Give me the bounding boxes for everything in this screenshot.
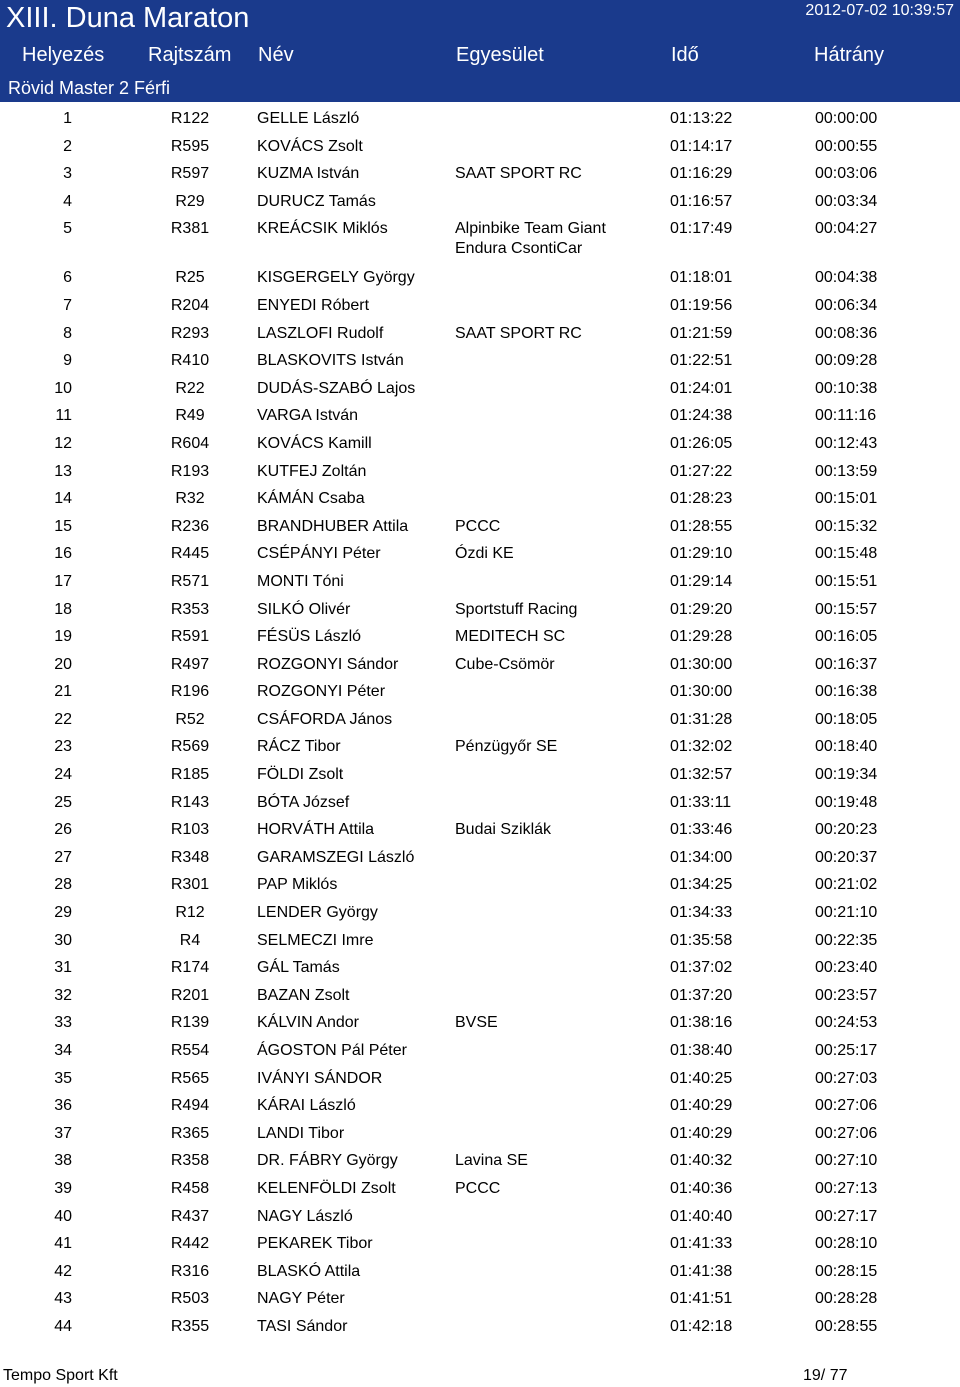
page-number: 19/ 77 — [803, 1367, 848, 1384]
name-cell: HORVÁTH Attila — [257, 821, 375, 839]
bib-cell: R458 — [170, 1179, 210, 1197]
bib-cell: R12 — [175, 904, 205, 922]
gap-cell: 00:16:37 — [815, 655, 878, 673]
position-cell: 21 — [54, 683, 72, 701]
time-cell: 01:37:20 — [670, 986, 733, 1004]
gap-cell: 00:27:10 — [815, 1152, 878, 1170]
time-cell: 01:40:32 — [670, 1152, 733, 1170]
column-header-gap: Hátrány — [814, 44, 885, 66]
gap-cell: 00:27:17 — [815, 1207, 878, 1225]
time-cell: 01:26:05 — [670, 434, 733, 452]
bib-cell: R139 — [170, 1014, 210, 1032]
name-cell: KISGERGELY György — [257, 269, 415, 287]
club-cell: SAAT SPORT RC — [455, 324, 582, 342]
time-cell: 01:19:56 — [670, 296, 733, 314]
name-cell: FÖLDI Zsolt — [257, 766, 344, 784]
gap-cell: 00:27:06 — [815, 1124, 878, 1142]
time-cell: 01:13:22 — [670, 110, 733, 127]
club-cell: SAAT SPORT RC — [455, 165, 582, 183]
gap-cell: 00:23:40 — [815, 959, 878, 977]
table-row — [0, 346, 960, 374]
name-cell: IVÁNYI SÁNDOR — [257, 1069, 383, 1087]
gap-cell: 00:10:38 — [815, 379, 878, 397]
name-cell: KUZMA István — [257, 165, 360, 183]
bib-cell: R236 — [170, 517, 210, 535]
column-header-name: Név — [258, 44, 294, 66]
name-cell: ENYEDI Róbert — [257, 296, 370, 314]
position-cell: 12 — [54, 434, 72, 452]
time-cell: 01:30:00 — [670, 683, 733, 701]
table-row — [0, 1202, 960, 1230]
gap-cell: 00:03:34 — [815, 192, 878, 210]
position-cell: 38 — [54, 1152, 72, 1170]
footer — [0, 1366, 960, 1387]
club-cell: Sportstuff Racing — [455, 600, 578, 618]
name-cell: BÓTA József — [257, 793, 350, 811]
bib-cell: R143 — [170, 793, 210, 811]
bib-cell: R494 — [170, 1097, 210, 1115]
gap-cell: 00:28:10 — [815, 1235, 878, 1253]
gap-cell: 00:00:55 — [815, 137, 878, 155]
table-row — [0, 981, 960, 1009]
time-cell: 01:35:58 — [670, 931, 733, 949]
time-cell: 01:37:02 — [670, 959, 733, 977]
name-cell: KÁMÁN Csaba — [257, 490, 365, 508]
position-cell: 2 — [63, 137, 72, 155]
name-cell: RÁCZ Tibor — [257, 738, 341, 756]
position-cell: 39 — [54, 1179, 72, 1197]
position-cell: 41 — [54, 1235, 72, 1253]
time-cell: 01:41:38 — [670, 1262, 733, 1280]
table-row — [0, 484, 960, 512]
gap-cell: 00:08:36 — [815, 324, 878, 342]
gap-cell: 00:21:10 — [815, 904, 878, 922]
name-cell: KELENFÖLDI Zsolt — [257, 1179, 396, 1197]
table-row — [0, 159, 960, 187]
gap-cell: 00:16:05 — [815, 628, 878, 646]
position-cell: 27 — [54, 848, 72, 866]
name-cell: MONTI Tóni — [257, 572, 344, 590]
bib-cell: R122 — [170, 110, 210, 127]
gap-cell: 00:15:01 — [815, 490, 878, 508]
time-cell: 01:33:46 — [670, 821, 733, 839]
gap-cell: 00:03:06 — [815, 165, 878, 183]
name-cell: GARAMSZEGI László — [257, 848, 415, 866]
club-cell: MEDITECH SC — [455, 628, 566, 646]
gap-cell: 00:23:57 — [815, 986, 878, 1004]
time-cell: 01:33:11 — [670, 793, 732, 811]
gap-cell: 00:18:05 — [815, 710, 878, 728]
gap-cell: 00:27:06 — [815, 1097, 878, 1115]
name-cell: TASI Sándor — [257, 1317, 348, 1335]
name-cell: SELMECZI Imre — [257, 931, 374, 949]
time-cell: 01:32:02 — [670, 738, 733, 756]
time-cell: 01:40:36 — [670, 1179, 733, 1197]
bib-cell: R355 — [170, 1317, 210, 1335]
time-cell: 01:16:57 — [670, 192, 733, 210]
table-row — [0, 214, 960, 263]
gap-cell: 00:13:59 — [815, 462, 878, 480]
gap-cell: 00:20:37 — [815, 848, 878, 866]
time-cell: 01:38:40 — [670, 1042, 733, 1059]
position-cell: 44 — [54, 1317, 72, 1335]
gap-cell: 00:06:34 — [815, 296, 878, 314]
bib-cell: R365 — [170, 1124, 210, 1142]
table-row — [0, 374, 960, 402]
time-cell: 01:40:29 — [670, 1097, 733, 1115]
name-cell: BRANDHUBER Attila — [257, 517, 409, 535]
gap-cell: 00:19:34 — [815, 766, 878, 784]
table-row — [0, 263, 960, 291]
gap-cell: 00:25:17 — [815, 1042, 878, 1059]
table-row — [0, 650, 960, 678]
position-cell: 5 — [63, 220, 72, 238]
name-cell: LANDI Tibor — [257, 1124, 345, 1142]
position-cell: 11 — [55, 407, 72, 425]
position-cell: 9 — [63, 352, 72, 370]
time-cell: 01:22:51 — [670, 352, 733, 370]
column-headers — [0, 40, 960, 70]
name-cell: GELLE László — [257, 110, 360, 127]
table-row — [0, 1064, 960, 1092]
table-row — [0, 539, 960, 567]
time-cell: 01:24:01 — [670, 379, 733, 397]
gap-cell: 00:15:48 — [815, 545, 878, 563]
gap-cell: 00:20:23 — [815, 821, 878, 839]
gap-cell: 00:19:48 — [815, 793, 878, 811]
bib-cell: R445 — [170, 545, 210, 563]
table-row — [0, 953, 960, 981]
bib-cell: R52 — [175, 710, 205, 728]
club-cell: Cube-Csömör — [455, 655, 555, 673]
table-row — [0, 291, 960, 319]
name-cell: DURUCZ Tamás — [257, 192, 376, 210]
table-row — [0, 815, 960, 843]
club-cell: Ózdi KE — [455, 545, 514, 563]
table-row — [0, 1229, 960, 1257]
bib-cell: R185 — [170, 766, 210, 784]
bib-cell: R442 — [170, 1235, 210, 1253]
table-row — [0, 843, 960, 871]
time-cell: 01:14:17 — [670, 137, 733, 155]
time-cell: 01:34:33 — [670, 904, 733, 922]
bib-cell: R381 — [170, 220, 210, 238]
gap-cell: 00:09:28 — [815, 352, 878, 370]
club-cell: BVSE — [455, 1014, 498, 1032]
time-cell: 01:29:10 — [670, 545, 733, 563]
bib-cell: R204 — [170, 296, 210, 314]
name-cell: ROZGONYI Sándor — [257, 655, 399, 673]
time-cell: 01:16:29 — [670, 165, 733, 183]
name-cell: BAZAN Zsolt — [257, 986, 350, 1004]
table-row — [0, 622, 960, 650]
name-cell: BLASKOVITS István — [257, 352, 404, 370]
document-title: XIII. Duna Maraton — [6, 2, 250, 34]
time-cell: 01:29:28 — [670, 628, 733, 646]
bib-cell: R25 — [175, 269, 205, 287]
bib-cell: R29 — [175, 192, 205, 210]
table-row — [0, 760, 960, 788]
bib-cell: R316 — [170, 1262, 210, 1280]
table-row — [0, 567, 960, 595]
name-cell: BLASKÓ Attila — [257, 1262, 361, 1280]
time-cell: 01:38:16 — [670, 1014, 733, 1032]
name-cell: KOVÁCS Zsolt — [257, 137, 363, 155]
table-row — [0, 457, 960, 485]
name-cell: VARGA István — [257, 407, 359, 425]
club-cell: Alpinbike Team Giant Endura CsontiCar — [455, 220, 606, 258]
position-cell: 29 — [54, 904, 72, 922]
position-cell: 24 — [54, 766, 72, 784]
bib-cell: R565 — [170, 1069, 210, 1087]
table-row — [0, 401, 960, 429]
table-row — [0, 732, 960, 760]
position-cell: 3 — [63, 165, 72, 183]
time-cell: 01:28:23 — [670, 490, 733, 508]
table-row — [0, 132, 960, 160]
bib-cell: R348 — [170, 848, 210, 866]
bib-cell: R503 — [170, 1290, 210, 1308]
column-header-club: Egyesület — [456, 44, 544, 66]
position-cell: 13 — [54, 462, 72, 480]
bib-cell: R32 — [175, 490, 205, 508]
table-row — [0, 677, 960, 705]
bib-cell: R571 — [170, 572, 210, 590]
position-cell: 30 — [54, 931, 72, 949]
column-header-time: Idő — [671, 44, 699, 66]
position-cell: 8 — [63, 324, 72, 342]
time-cell: 01:40:29 — [670, 1124, 733, 1142]
bib-cell: R4 — [179, 931, 201, 949]
time-cell: 01:29:14 — [670, 572, 733, 590]
table-row — [0, 788, 960, 816]
table-row — [0, 1312, 960, 1340]
time-cell: 01:41:33 — [670, 1235, 733, 1253]
bib-cell: R597 — [170, 165, 210, 183]
position-cell: 26 — [54, 821, 72, 839]
gap-cell: 00:27:13 — [815, 1179, 878, 1197]
bib-cell: R201 — [170, 986, 210, 1004]
table-row — [0, 1284, 960, 1312]
name-cell: GÁL Tamás — [257, 959, 340, 977]
name-cell: ÁGOSTON Pál Péter — [257, 1042, 407, 1059]
name-cell: ROZGONYI Péter — [257, 683, 386, 701]
bib-cell: R353 — [170, 600, 210, 618]
table-row — [0, 705, 960, 733]
club-cell: Budai Sziklák — [455, 821, 552, 839]
time-cell: 01:30:00 — [670, 655, 733, 673]
time-cell: 01:40:25 — [670, 1069, 733, 1087]
gap-cell: 00:18:40 — [815, 738, 878, 756]
position-cell: 34 — [54, 1042, 72, 1059]
bib-cell: R293 — [170, 324, 210, 342]
time-cell: 01:42:18 — [670, 1317, 733, 1335]
gap-cell: 00:28:28 — [815, 1290, 878, 1308]
position-cell: 31 — [54, 959, 72, 977]
table-row — [0, 104, 960, 132]
bib-cell: R358 — [170, 1152, 210, 1170]
position-cell: 43 — [54, 1290, 72, 1308]
bib-cell: R437 — [170, 1207, 210, 1225]
position-cell: 17 — [54, 572, 72, 590]
table-row — [0, 1174, 960, 1202]
position-cell: 1 — [63, 110, 72, 127]
column-header-position: Helyezés — [22, 44, 105, 66]
gap-cell: 00:16:38 — [815, 683, 878, 701]
results-table — [0, 104, 960, 1340]
gap-cell: 00:04:38 — [815, 269, 878, 287]
gap-cell: 00:28:55 — [815, 1317, 878, 1335]
position-cell: 25 — [54, 793, 72, 811]
time-cell: 01:24:38 — [670, 407, 733, 425]
time-cell: 01:34:00 — [670, 848, 733, 866]
position-cell: 19 — [54, 628, 72, 646]
gap-cell: 00:15:57 — [815, 600, 878, 618]
gap-cell: 00:11:16 — [815, 407, 877, 425]
name-cell: CSÉPÁNYI Péter — [257, 545, 381, 563]
name-cell: KOVÁCS Kamill — [257, 434, 372, 452]
name-cell: KREÁCSIK Miklós — [257, 220, 388, 238]
bib-cell: R591 — [170, 628, 210, 646]
name-cell: LENDER György — [257, 904, 378, 922]
table-row — [0, 187, 960, 215]
table-row — [0, 926, 960, 954]
table-row — [0, 1119, 960, 1147]
table-row — [0, 1091, 960, 1119]
position-cell: 35 — [54, 1069, 72, 1087]
name-cell: DUDÁS-SZABÓ Lajos — [257, 379, 416, 397]
bib-cell: R604 — [170, 434, 210, 452]
position-cell: 18 — [54, 600, 72, 618]
header-bar — [0, 0, 960, 102]
time-cell: 01:41:51 — [670, 1290, 733, 1308]
time-cell: 01:27:22 — [670, 462, 733, 480]
column-header-bib: Rajtszám — [148, 44, 232, 66]
bib-cell: R22 — [175, 379, 205, 397]
club-cell: PCCC — [455, 517, 501, 535]
time-cell: 01:34:25 — [670, 876, 733, 894]
timestamp: 2012-07-02 10:39:57 — [805, 2, 954, 19]
bib-cell: R497 — [170, 655, 210, 673]
club-cell: Pénzügyőr SE — [455, 738, 558, 756]
position-cell: 32 — [54, 986, 72, 1004]
name-cell: LASZLOFI Rudolf — [257, 324, 384, 342]
position-cell: 20 — [54, 655, 72, 673]
gap-cell: 00:00:00 — [815, 110, 878, 127]
name-cell: NAGY László — [257, 1207, 353, 1225]
table-row — [0, 1146, 960, 1174]
position-cell: 14 — [54, 490, 72, 508]
position-cell: 37 — [54, 1124, 72, 1142]
table-row — [0, 512, 960, 540]
time-cell: 01:28:55 — [670, 517, 733, 535]
category-label: Rövid Master 2 Férfi — [8, 78, 171, 98]
gap-cell: 00:22:35 — [815, 931, 878, 949]
bib-cell: R554 — [170, 1042, 210, 1059]
bib-cell: R174 — [170, 959, 210, 977]
position-cell: 7 — [63, 296, 72, 314]
bib-cell: R569 — [170, 738, 210, 756]
position-cell: 15 — [54, 517, 72, 535]
name-cell: KÁLVIN Andor — [257, 1014, 359, 1032]
table-row — [0, 429, 960, 457]
position-cell: 42 — [54, 1262, 72, 1280]
position-cell: 28 — [54, 876, 72, 894]
gap-cell: 00:27:03 — [815, 1069, 878, 1087]
time-cell: 01:31:28 — [670, 710, 733, 728]
position-cell: 4 — [63, 192, 72, 210]
name-cell: FÉSÜS László — [257, 628, 362, 646]
club-cell: PCCC — [455, 1179, 501, 1197]
gap-cell: 00:15:32 — [815, 517, 878, 535]
bib-cell: R49 — [175, 407, 205, 425]
time-cell: 01:29:20 — [670, 600, 733, 618]
name-cell: CSÁFORDA János — [257, 710, 393, 728]
bib-cell: R595 — [170, 137, 210, 155]
time-cell: 01:40:40 — [670, 1207, 733, 1225]
gap-cell: 00:24:53 — [815, 1014, 878, 1032]
position-cell: 10 — [54, 379, 72, 397]
table-row — [0, 1008, 960, 1036]
position-cell: 40 — [54, 1207, 72, 1225]
name-cell: DR. FÁBRY György — [257, 1152, 398, 1170]
table-row — [0, 595, 960, 623]
gap-cell: 00:12:43 — [815, 434, 878, 452]
bib-cell: R301 — [170, 876, 210, 894]
time-cell: 01:17:49 — [670, 220, 733, 238]
name-cell: KUTFEJ Zoltán — [257, 462, 367, 480]
position-cell: 16 — [54, 545, 72, 563]
name-cell: PAP Miklós — [257, 876, 338, 894]
name-cell: NAGY Péter — [257, 1290, 345, 1308]
bib-cell: R410 — [170, 352, 210, 370]
gap-cell: 00:04:27 — [815, 220, 878, 238]
table-row — [0, 1257, 960, 1285]
name-cell: SILKÓ Olivér — [257, 600, 351, 618]
gap-cell: 00:21:02 — [815, 876, 878, 894]
name-cell: KÁRAI László — [257, 1097, 356, 1115]
gap-cell: 00:28:15 — [815, 1262, 878, 1280]
bib-cell: R193 — [170, 462, 210, 480]
time-cell: 01:18:01 — [670, 269, 733, 287]
footer-organizer: Tempo Sport Kft — [3, 1367, 118, 1384]
table-row — [0, 319, 960, 347]
name-cell: PEKAREK Tibor — [257, 1235, 373, 1253]
club-cell: Lavina SE — [455, 1152, 528, 1170]
gap-cell: 00:15:51 — [815, 572, 878, 590]
time-cell: 01:32:57 — [670, 766, 733, 784]
table-row — [0, 1036, 960, 1064]
bib-cell: R103 — [170, 821, 210, 839]
table-row — [0, 898, 960, 926]
position-cell: 23 — [54, 738, 72, 756]
time-cell: 01:21:59 — [670, 324, 733, 342]
position-cell: 33 — [54, 1014, 72, 1032]
bib-cell: R196 — [170, 683, 210, 701]
position-cell: 22 — [54, 710, 72, 728]
position-cell: 6 — [63, 269, 72, 287]
table-row — [0, 870, 960, 898]
position-cell: 36 — [54, 1097, 72, 1115]
